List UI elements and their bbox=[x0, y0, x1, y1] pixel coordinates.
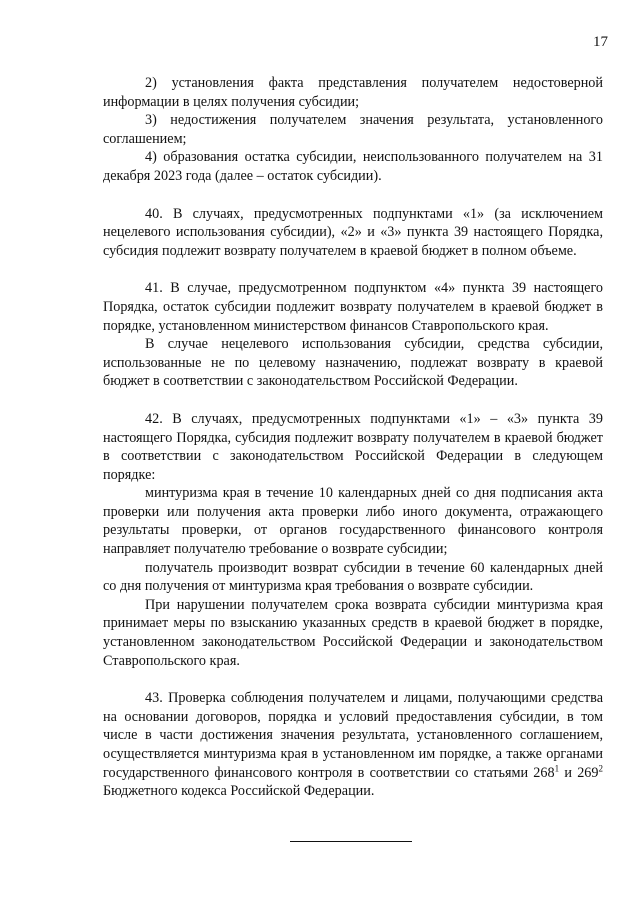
paragraph-41-misuse: В случае нецелевого использования субсидии, средства субсидии, использованные не по целевому назначению, подлежат возврату в краевой бюджет в соответствии с законодательством Российской Федерации. bbox=[103, 336, 603, 390]
document-body bbox=[103, 74, 603, 801]
paragraph-41: 41. В случае, предусмотренном подпунктом «4» пункта 39 настоящего Порядка, остаток субсидии подлежит возврату получателем в краевой бюджет в порядке, установленном министерством финансов Ставропольского края. bbox=[103, 280, 603, 334]
paragraph-39-4: 4) образования остатка субсидии, неиспользованного получателем на 31 декабря 2023 года (далее – остаток субсидии). bbox=[103, 149, 603, 184]
paragraph-39-2: 2) установления факта представления получателем недостоверной информации в целях получения субсидии; bbox=[103, 75, 603, 110]
paragraph-42-ministry: минтуризма края в течение 10 календарных дней со дня подписания акта проверки или получения акта проверки либо иного документа, отражающего результаты проверки, от органов государственного финансового контроля направляет получателю требование о возврате субсидии; bbox=[103, 485, 603, 558]
paragraph-42-violation: При нарушении получателем срока возврата субсидии минтуризма края принимает меры по взысканию указанных средств в краевой бюджет в порядке, установленном законодательством Российской Федерации и законодательством Ставропольского края. bbox=[103, 596, 603, 669]
paragraph-42: 42. В случаях, предусмотренных подпунктами «1» – «3» пункта 39 настоящего Порядка, субсидия подлежит возврату получателем в краевой бюджет в соответствии с законодательством Российской Федерации в следующем порядке: bbox=[103, 410, 603, 483]
page-number: 17 bbox=[593, 34, 608, 50]
closing-rule bbox=[290, 841, 412, 842]
paragraph-39-3: 3) недостижения получателем значения результата, установленного соглашением; bbox=[103, 112, 603, 147]
paragraph-43: 43. Проверка соблюдения получателем и лицами, получающими средства на основании договоров, порядка и условий предоставления субсидии, в том числе в части достижения значения результата, установленного соглашением, осуществляется минтуризма края в установленном им порядке, а также органами государственного финансового контроля в соответствии со статьями $268^1$ и $269^2$ Бюджетного кодекса Российской Федерации. bbox=[103, 690, 603, 800]
paragraph-40: 40. В случаях, предусмотренных подпунктами «1» (за исключением нецелевого использования субсидии), «2» и «3» пункта 39 настоящего Порядка, субсидия подлежит возврату получателем в краевой бюджет в полном объеме. bbox=[103, 205, 603, 259]
paragraph-42-recipient: получатель производит возврат субсидии в течение 60 календарных дней со дня получения от минтуризма края требования о возврате субсидии. bbox=[103, 559, 603, 595]
